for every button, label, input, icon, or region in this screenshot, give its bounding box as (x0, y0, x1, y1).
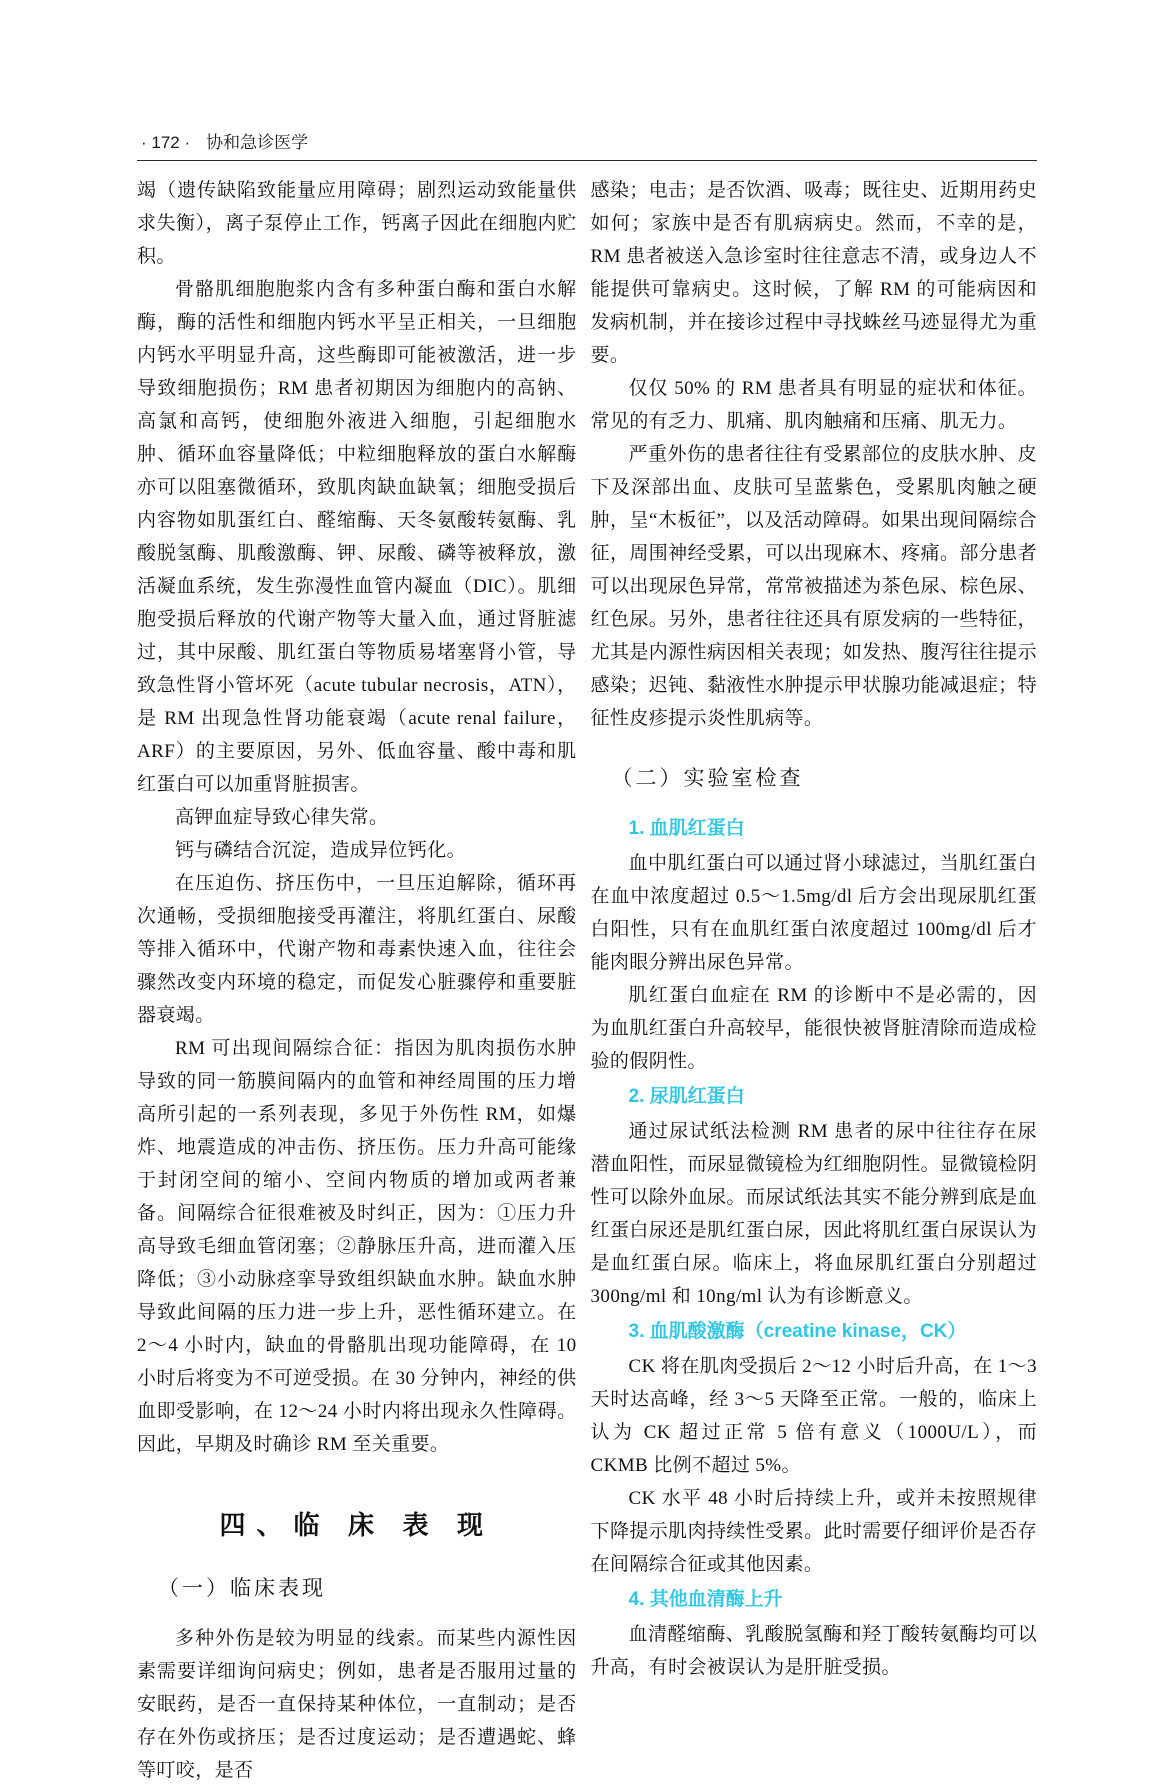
lab-test-heading: 1. 血肌红蛋白 (628, 818, 745, 839)
paragraph: 竭（遗传缺陷致能量应用障碍；剧烈运动致能量供求失衡），离子泵停止工作，钙离子因此在细胞内贮积。 (137, 180, 577, 267)
paragraph: 严重外伤的患者往往有受累部位的皮肤水肿、皮下及深部出血、皮肤可呈蓝紫色，受累肌肉触之硬肿，呈“木板征”，以及活动障碍。如果出现间隔综合征，周围神经受累，可以出现麻木、疼痛。部分患者可以出现尿色异常，常常被描述为茶色尿、棕色尿、红色尿。另外，患者往往还具有原发病的一些特征，尤其是内源性病因相关表现；如发热、腹泻往往提示感染；迟钝、黏液性水肿提示甲状腺功能减退症；特征性皮疹提示炎性肌病等。 (590, 444, 1037, 729)
paragraph: 多种外伤是较为明显的线索。而某些内源性因素需要详细询问病史；例如，患者是否服用过量的安眠药，是否一直保持某种体位，一直制动；是否存在外伤或挤压；是否过度运动；是否遭遇蛇、蜂等叮咬，是否 (137, 1628, 577, 1781)
subsection-title: （二）实验室检查 (611, 766, 804, 790)
section-title: 四、临 床 表 现 (219, 1511, 495, 1540)
paragraph: 肌红蛋白血症在 RM 的诊断中不是必需的，因为血肌红蛋白升高较早，能很快被肾脏清除而造成检验的假阴性。 (590, 985, 1037, 1072)
paragraph: 在压迫伤、挤压伤中，一旦压迫解除，循环再次通畅，受损细胞接受再灌注，将肌红蛋白、尿酸等排入循环中，代谢产物和毒素快速入血，往往会骤然改变内环境的稳定，而促发心脏骤停和重要脏器衰竭。 (137, 873, 577, 1026)
page-number: · 172 · (141, 133, 191, 152)
book-title: 协和急诊医学 (206, 133, 309, 152)
left-column (137, 174, 577, 1787)
page-header (137, 128, 1037, 161)
paragraph: 钙与磷结合沉淀，造成异位钙化。 (175, 840, 467, 861)
paragraph: 血中肌红蛋白可以通过肾小球滤过，当肌红蛋白在血中浓度超过 0.5～1.5mg/dl 后方会出现尿肌红蛋白阳性，只有在血肌红蛋白浓度超过 100mg/dl 后才能肉眼分辨出尿色异常。 (590, 853, 1037, 973)
two-column-layout (137, 174, 1037, 1787)
paragraph: CK 水平 48 小时后持续上升，或并未按照规律下降提示肌肉持续性受累。此时需要仔细评价是否存在间隔综合征或其他因素。 (590, 1488, 1037, 1575)
lab-test-heading: 2. 尿肌红蛋白 (628, 1086, 745, 1107)
paragraph: 骨骼肌细胞胞浆内含有多种蛋白酶和蛋白水解酶，酶的活性和细胞内钙水平呈正相关，一旦细胞内钙水平明显升高，这些酶即可能被激活，进一步导致细胞损伤；RM 患者初期因为细胞内的高钠、高氯和高钙，使细胞外液进入细胞，引起细胞水肿、循环血容量降低；中粒细胞释放的蛋白水解酶亦可以阻塞微循环，致肌肉缺血缺氧；细胞受损后内容物如肌蛋红白、醛缩酶、天冬氨酸转氨酶、乳酸脱氢酶、肌酸激酶、钾、尿酸、磷等被释放，激活凝血系统，发生弥漫性血管内凝血（DIC）。肌细胞受损后释放的代谢产物等大量入血，通过肾脏滤过，其中尿酸、肌红蛋白等物质易堵塞肾小管，导致急性肾小管坏死（acute tubular necrosis，ATN），是 RM 出现急性肾功能衰竭（acute renal failure，ARF）的主要原因，另外、低血容量、酸中毒和肌红蛋白可以加重肾脏损害。 (137, 279, 577, 795)
paragraph: 仅仅 50% 的 RM 患者具有明显的症状和体征。常见的有乏力、肌痛、肌肉触痛和压痛、肌无力。 (590, 378, 1037, 432)
lab-test-heading: 4. 其他血清酶上升 (628, 1589, 783, 1610)
right-column (591, 174, 1037, 1787)
paragraph: 通过尿试纸法检测 RM 患者的尿中往往存在尿潜血阳性，而尿显微镜检为红细胞阴性。显微镜检阴性可以除外血尿。而尿试纸法其实不能分辨到底是血红蛋白尿还是肌红蛋白尿，因此将肌红蛋白尿误认为是血红蛋白尿。临床上，将血尿肌红蛋白分别超过 300ng/ml 和 10ng/ml 认为有诊断意义。 (590, 1121, 1037, 1307)
paragraph: 感染；电击；是否饮酒、吸毒；既往史、近期用药史如何；家族中是否有肌病病史。然而，不幸的是，RM 患者被送入急诊室时往往意志不清，或身边人不能提供可靠病史。这时候，了解 RM 的可能病因和发病机制，并在接诊过程中寻找蛛丝马迹显得尤为重要。 (590, 180, 1037, 366)
paragraph: CK 将在肌肉受损后 2～12 小时后升高，在 1～3 天时达高峰，经 3～5 天降至正常。一般的，临床上认为 CK 超过正常 5 倍有意义（1000U/L），而 CKMB 比例不超过 5%。 (590, 1356, 1037, 1476)
subsection-title: （一）临床表现 (158, 1576, 326, 1600)
paragraph: RM 可出现间隔综合征：指因为肌肉损伤水肿导致的同一筋膜间隔内的血管和神经周围的压力增高所引起的一系列表现，多见于外伤性 RM，如爆炸、地震造成的冲击伤、挤压伤。压力升高可能缘于封闭空间的缩小、空间内物质的增加或两者兼备。间隔综合征很难被及时纠正，因为：①压力升高导致毛细血管闭塞；②静脉压升高，进而灌入压降低；③小动脉痉挛导致组织缺血水肿。缺血水肿导致此间隔的压力进一步上升，恶性循环建立。在 2～4 小时内，缺血的骨骼肌出现功能障碍，在 10 小时后将变为不可逆受损。在 30 分钟内，神经的供血即受影响，在 12～24 小时内将出现永久性障碍。因此，早期及时确诊 RM 至关重要。 (137, 1038, 577, 1455)
paragraph: 高钾血症导致心律失常。 (175, 807, 389, 828)
lab-test-heading: 3. 血肌酸激酶（creatine kinase，CK） (628, 1321, 967, 1342)
paragraph: 血清醛缩酶、乳酸脱氢酶和羟丁酸转氨酶均可以升高，有时会被误认为是肝脏受损。 (590, 1624, 1037, 1678)
